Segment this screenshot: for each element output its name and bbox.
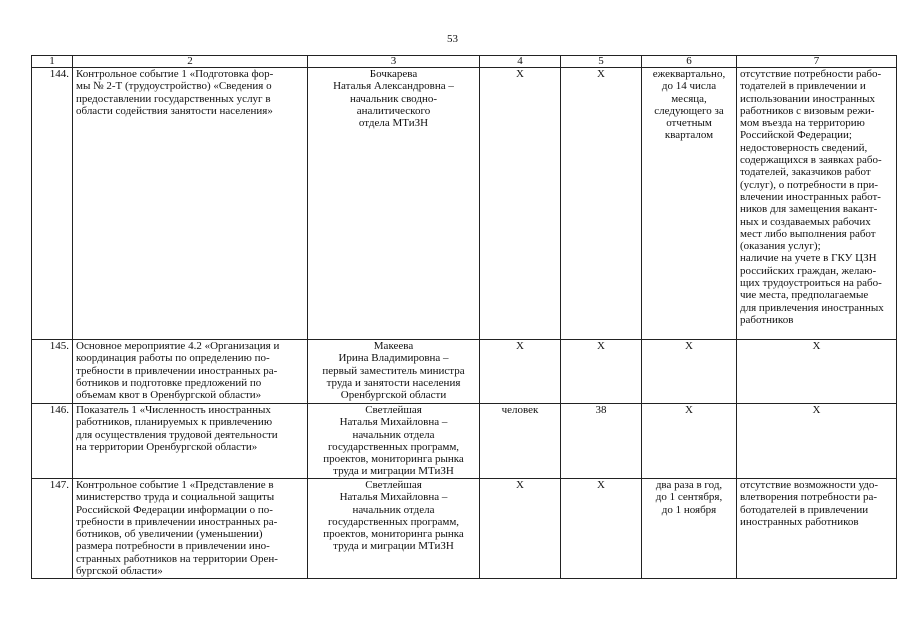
column-header-4: 4 [480, 56, 561, 68]
risk-cell: X [737, 404, 897, 479]
column-header-1: 1 [32, 56, 73, 68]
value-cell: X [561, 340, 642, 404]
plan-table [31, 55, 897, 579]
deadline-cell: ежеквартально, до 14 числа месяца, следующего за отчетным кварталом [642, 68, 737, 340]
table-row [32, 68, 897, 340]
unit-cell: X [480, 340, 561, 404]
risk-cell: отсутствие потребности рабо- тодателей в привлечении и использовании иностранных работников с визовым режи- мом въезда на территорию Российской Федерации; недостоверность сведений, содержащихся в заявках рабо- тодателей, заказчиков работ (услуг), о потребности в при- влечении иностранных работ- ников для замещения вакант- ных и создаваемых рабочих мест либо выполнения работ (оказания услуг); наличие на учете в ГКУ ЦЗН российских граждан, желаю- щих трудоустроиться на рабо- чие места, предполагаемые для привлечения иностранных работников [737, 68, 897, 340]
row-number: 146. [32, 404, 73, 479]
value-cell: X [561, 479, 642, 579]
table-row [32, 479, 897, 579]
event-name: Контрольное событие 1 «Представление в министерство труда и социальной защиты Российской Федерации информации о по- требности в привлечении иностранных ра- ботников, об увеличении (уменьшении) размера потребности в привлечении ино- странных работников на территории Орен- бургской области» [73, 479, 308, 579]
responsible-person: Бочкарева Наталья Александровна – начальник сводно- аналитического отдела МТиЗН [308, 68, 480, 340]
value-cell: 38 [561, 404, 642, 479]
page-number: 53 [447, 33, 458, 45]
unit-cell: X [480, 479, 561, 579]
responsible-person: Светлейшая Наталья Михайловна – начальник отдела государственных программ, проектов, мониторинга рынка труда и миграции МТиЗН [308, 404, 480, 479]
header-row [32, 56, 897, 68]
column-header-6: 6 [642, 56, 737, 68]
responsible-person: Макеева Ирина Владимировна – первый заместитель министра труда и занятости населения Оренбургской области [308, 340, 480, 404]
event-name: Основное мероприятие 4.2 «Организация и координация работы по определению по- требности в привлечении иностранных ра- ботников и подготовке предложений по объемам квот в Оренбургской области» [73, 340, 308, 404]
risk-cell: X [737, 340, 897, 404]
deadline-cell: X [642, 340, 737, 404]
row-number: 147. [32, 479, 73, 579]
row-number: 144. [32, 68, 73, 340]
risk-cell: отсутствие возможности удо- влетворения потребности ра- ботодателей в привлечении иностранных работников [737, 479, 897, 579]
table-row [32, 340, 897, 404]
table-row [32, 404, 897, 479]
row-number: 145. [32, 340, 73, 404]
event-name: Контрольное событие 1 «Подготовка фор- мы № 2-Т (трудоустройство) «Сведения о предоставлении государственных услуг в области содействия занятости населения» [73, 68, 308, 340]
unit-cell: X [480, 68, 561, 340]
unit-cell: человек [480, 404, 561, 479]
column-header-7: 7 [737, 56, 897, 68]
column-header-3: 3 [308, 56, 480, 68]
deadline-cell: X [642, 404, 737, 479]
column-header-5: 5 [561, 56, 642, 68]
responsible-person: Светлейшая Наталья Михайловна – начальник отдела государственных программ, проектов, мониторинга рынка труда и миграции МТиЗН [308, 479, 480, 579]
deadline-cell: два раза в год, до 1 сентября, до 1 ноября [642, 479, 737, 579]
column-header-2: 2 [73, 56, 308, 68]
event-name: Показатель 1 «Численность иностранных работников, планируемых к привлечению для осуществления трудовой деятельности на территории Оренбургской области» [73, 404, 308, 479]
value-cell: X [561, 68, 642, 340]
